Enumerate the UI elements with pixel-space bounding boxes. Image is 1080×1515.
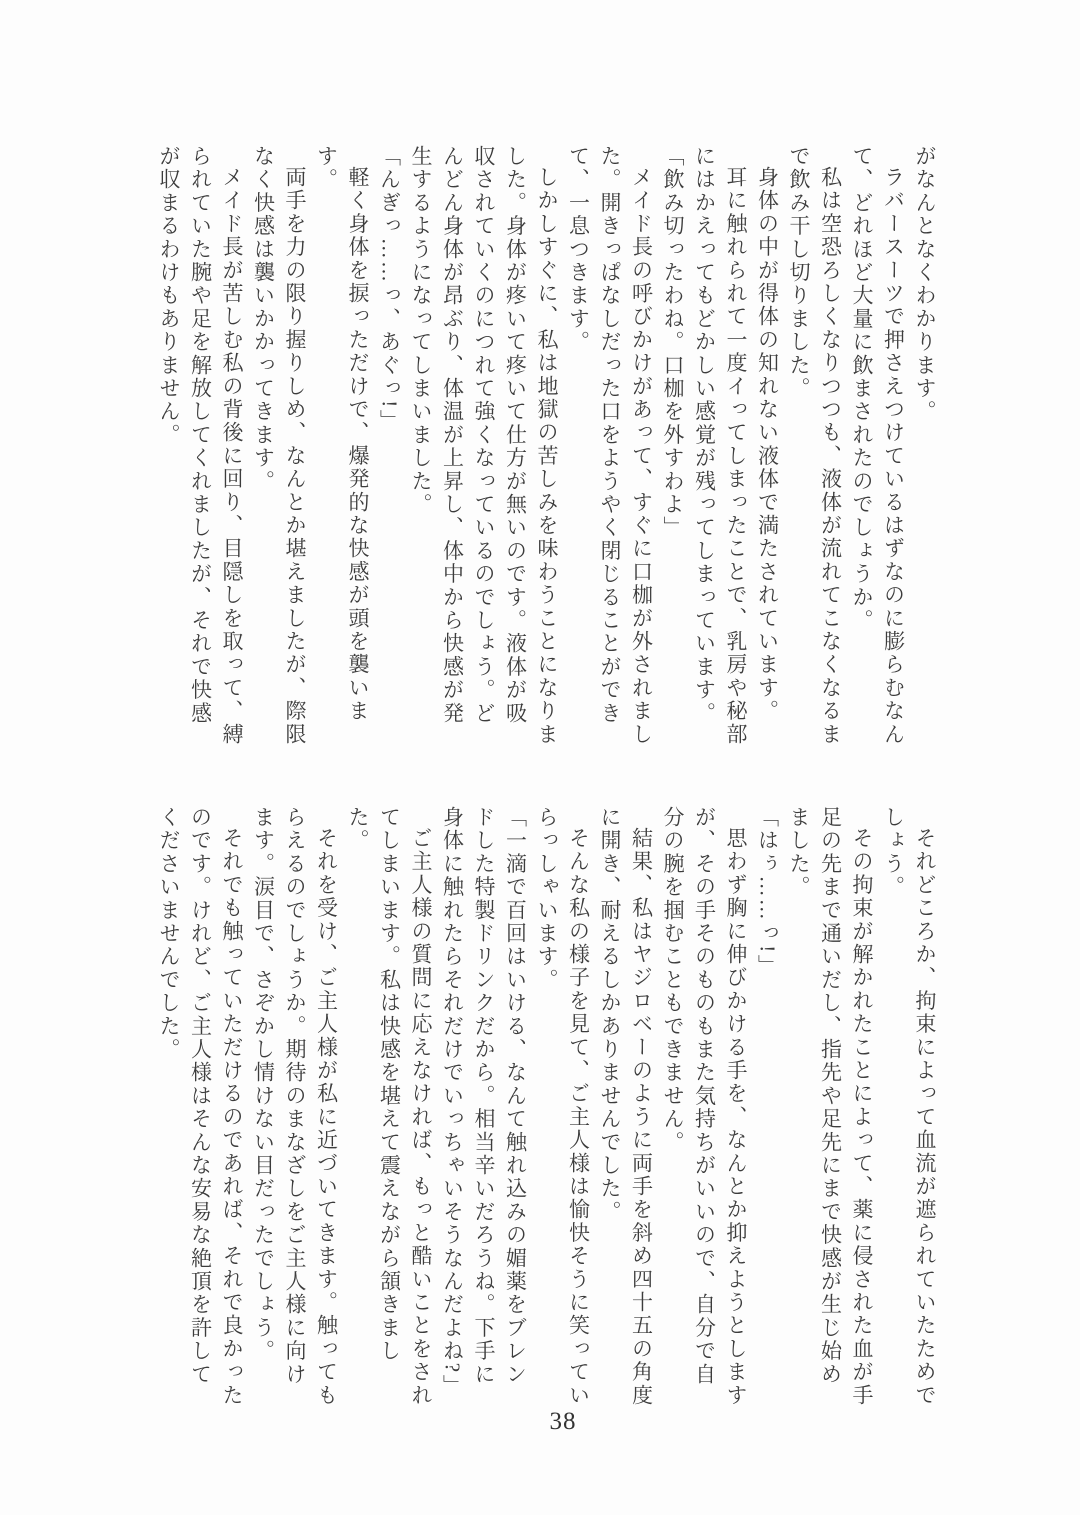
paragraph: それでも触っていただけるのであれば、それで良かったのです。けれど、ご主人様はそんな安易な絶頂を許してくださいませんでした。 — [157, 806, 244, 1407]
paragraph: ご主人様の質問に応えなければ、もっと酷いことをされてしまいます。私は快感を堪えて震えながら頷きました。 — [346, 806, 433, 1407]
paragraph: がなんとなくわかります。 — [913, 145, 937, 424]
paragraph: それを受け、ご主人様が私に近づいてきます。触ってもらえるのでしょうか。期待のまなざしをご主人様に向けます。涙目で、さぞかし情けない目だったでしょう。 — [251, 806, 339, 1407]
paragraph: ラバースーツで押さえつけているはずなのに膨らむなんて、どれほど大量に飲まされたのでしょうか。 — [850, 145, 906, 746]
dialogue-paragraph: 「はぅ……っ!」 — [755, 806, 780, 978]
paragraph: それどころか、拘束によって血流が遮られていたためでしょう。 — [881, 806, 937, 1407]
paragraph: 結果、私はヤジロベーのように両手を斜め四十五の角度に開き、耐えるしかありませんでした。 — [598, 806, 654, 1407]
paragraph: 軽く身体を捩っただけで、爆発的な快感が頭を襲います。 — [314, 145, 370, 723]
page-number: 38 — [549, 1408, 577, 1435]
bottom-text-block — [157, 806, 940, 1408]
dialogue-paragraph: 「一滴で百回はいける、なんて触れ込みの媚薬をブレンドした特製ドリンクだから。相当辛いだろうね。下手に身体に触れたらそれだけでいっちゃいそうなんだよね?」 — [440, 806, 528, 1398]
paragraph: その拘束が解かれたことによって、薬に侵された血が手足の先まで通いだし、指先や足先にまで快感が生じ始めました。 — [787, 806, 874, 1407]
paragraph: 私は空恐ろしくなりつつも、液体が流れてこなくなるまで飲み干し切りました。 — [787, 145, 843, 746]
paragraph: 両手を力の限り握りしめ、なんとか堪えましたが、際限なく快感は襲いかかってきます。 — [251, 145, 307, 746]
paragraph: そんな私の様子を見て、ご主人様は愉快そうに笑っていらっしゃいます。 — [535, 806, 591, 1407]
paragraph: 身体の中が得体の知れない液体で満たされています。 — [755, 166, 780, 723]
dialogue-paragraph: 「飲み切ったわね。口枷を外すわよ」 — [661, 145, 685, 540]
paragraph: メイド長が苦しむ私の背後に回り、目隠しを取って、縛られていた腕や足を解放してくれましたが、それで快感が収まるわけもありません。 — [157, 145, 244, 746]
top-text-block — [157, 145, 940, 747]
paragraph: 耳に触れられて一度イってしまったことで、乳房や秘部にはかえってもどかしい感覚が残ってしまっています。 — [692, 145, 748, 746]
dialogue-paragraph: 「んぎっ……っ、あぐっ!」 — [377, 145, 402, 433]
paragraph: メイド長の呼びかけがあって、すぐに口枷が外されました。開きっぱなしだった口をようやく閉じることができて、一息つきます。 — [566, 145, 654, 746]
paragraph: しかしすぐに、私は地獄の苦しみを味わうことになりました。身体が疼いて疼いて仕方が無いのです。液体が吸収されていくのにつれて強くなっているのでしょう。どんどん身体が昂ぶり、体温が上昇し、体中から快感が発生するようになってしまいました。 — [409, 145, 559, 746]
paragraph: 思わず胸に伸びかける手を、なんとか抑えようとしますが、その手そのものもまた気持ちがいいので、自分で自分の腕を掴むこともできません。 — [661, 806, 748, 1407]
